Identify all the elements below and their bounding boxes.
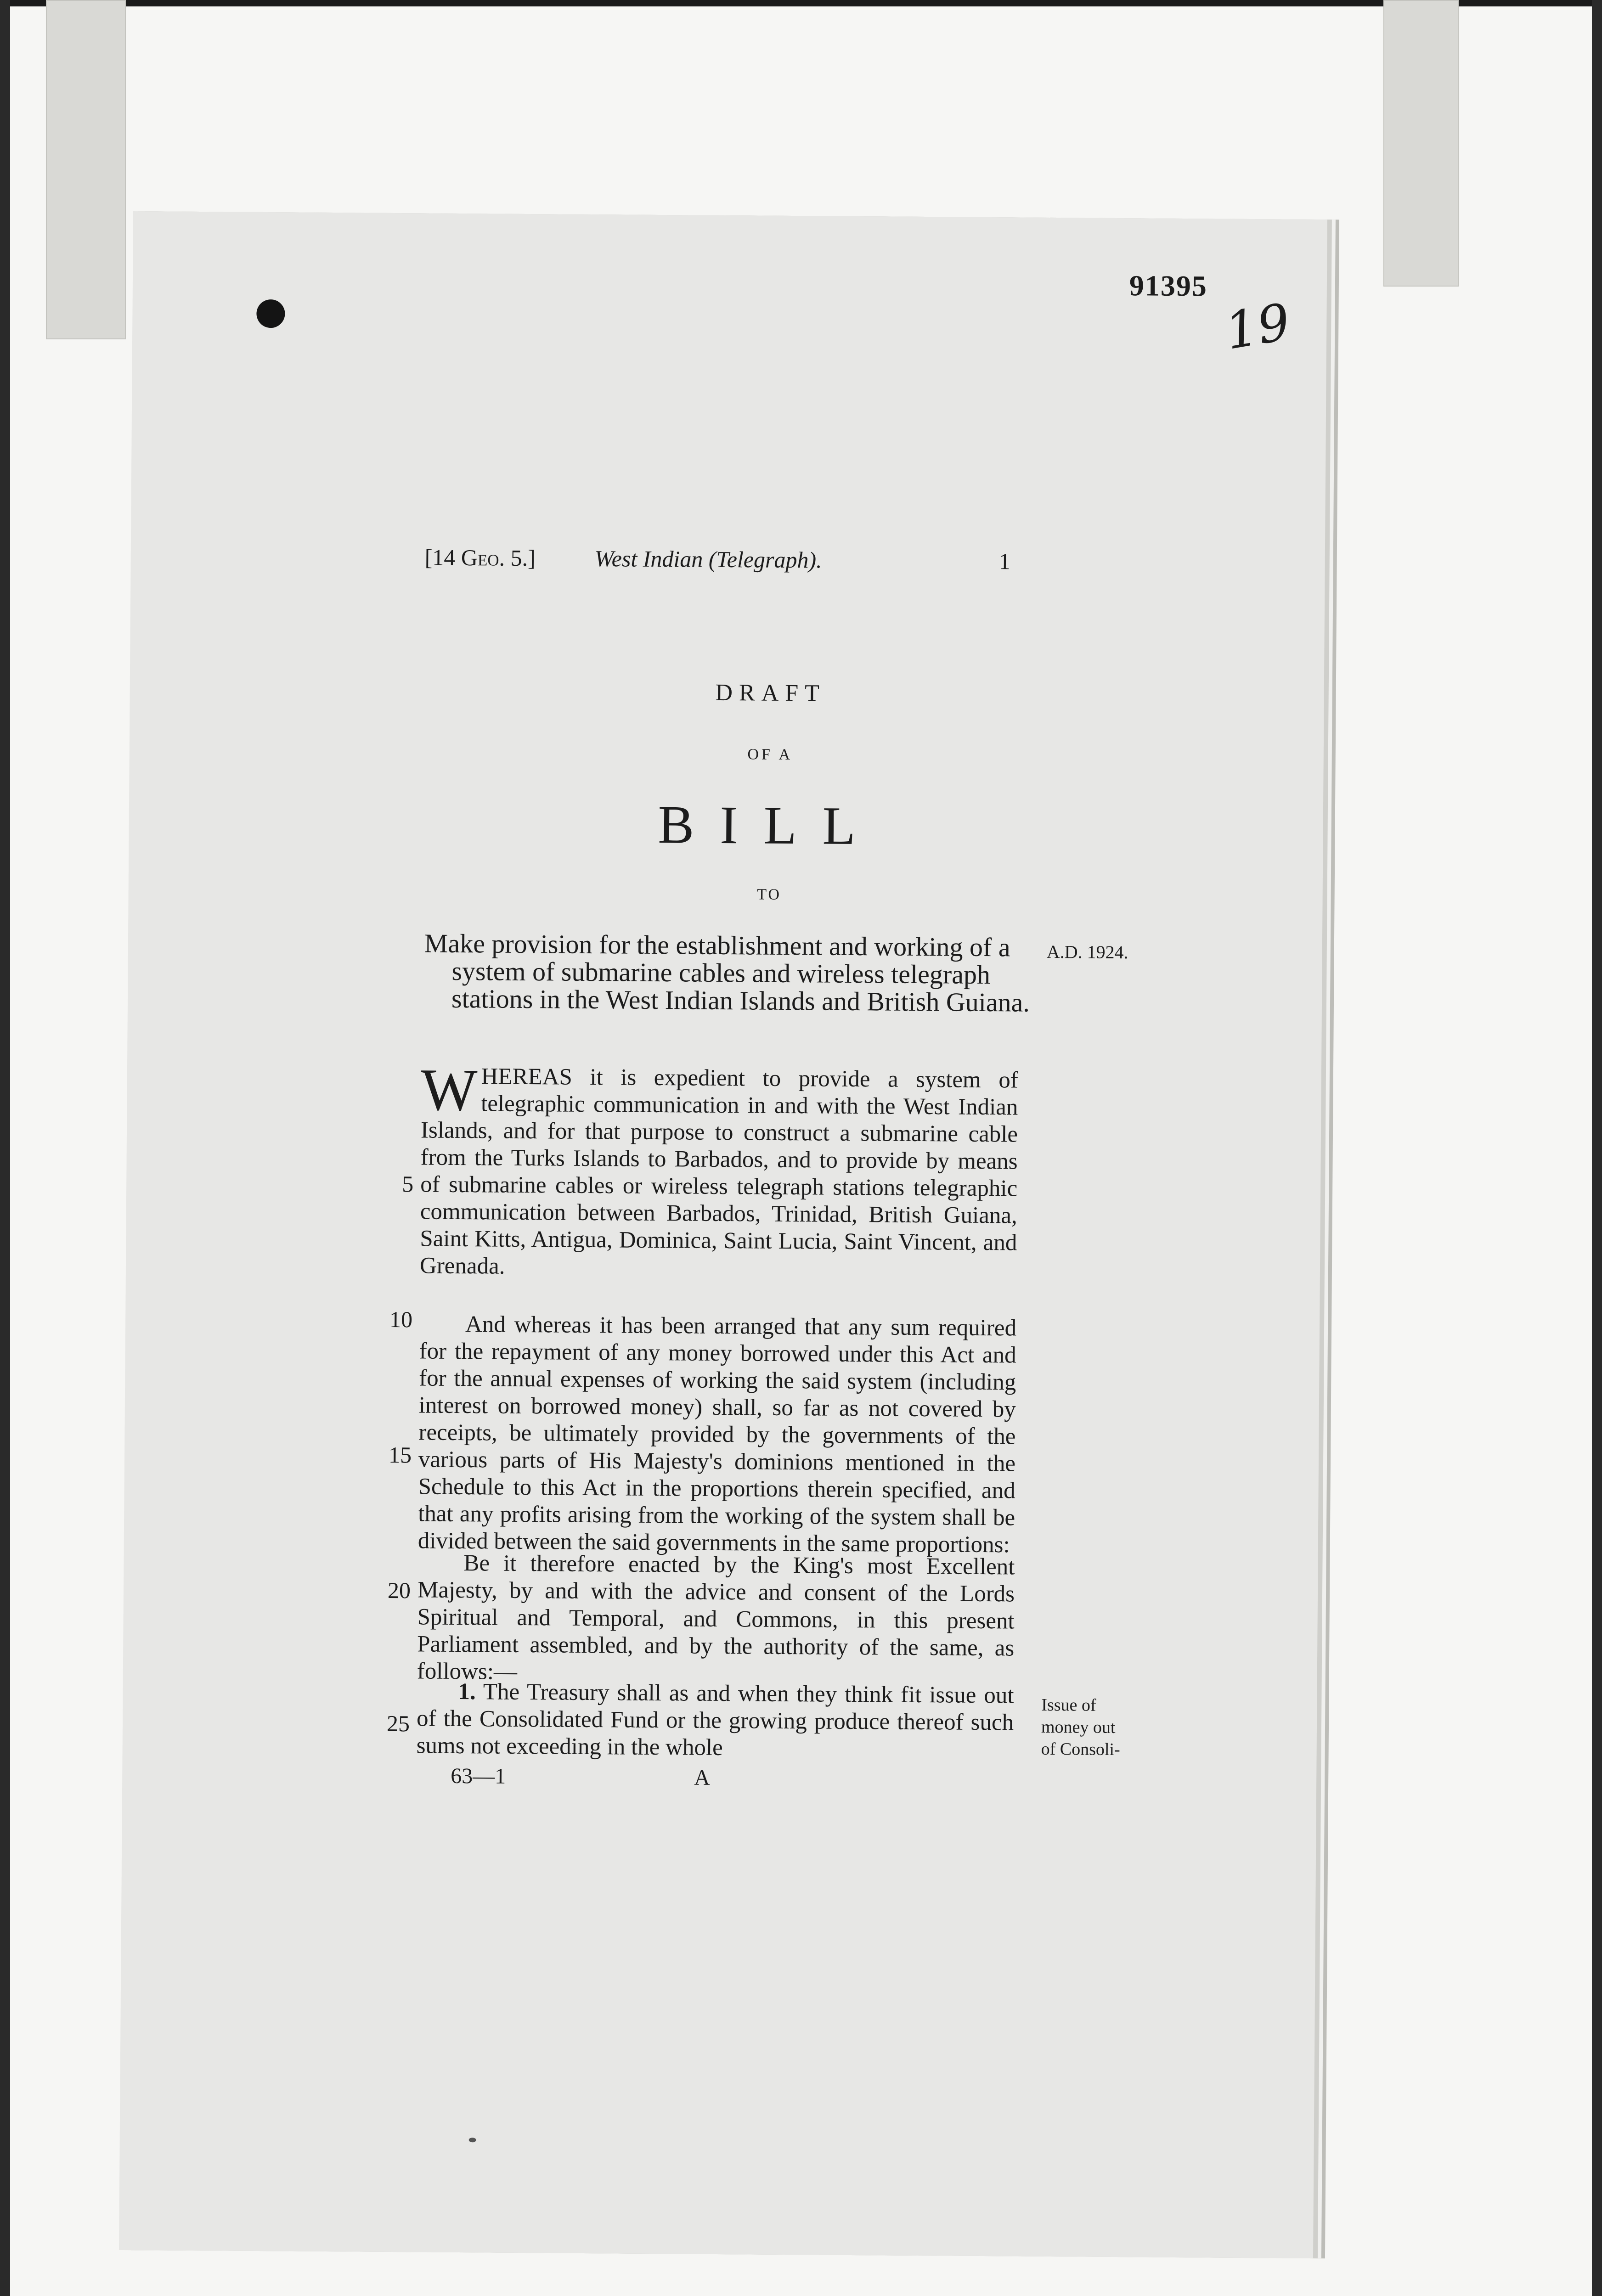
section-1	[416, 1678, 1014, 1763]
section-number: 1.	[458, 1679, 476, 1705]
document-page	[119, 211, 1327, 2258]
preamble-paragraph-1-text: HEREAS it is expedient to provide a system of telegraphic communication in and with the West Indian Islands, and for that purpose to construct a submarine cable from the Turks Islands to Barbados, and to provide by means of submarine cables or wireless telegraph stations telegraphic communication between Barbados, Trinidad, British Guiana, Saint Kitts, Antigua, Dominica, Saint Lucia, Saint Vincent, and Grenada.	[419, 1064, 1019, 1279]
handwritten-annotation: 19	[1221, 292, 1294, 361]
regnal-reference-close: . 5.]	[499, 545, 536, 571]
document-number: 91395	[1129, 269, 1208, 303]
punch-hole	[256, 299, 285, 328]
regnal-reference-geo: Geo	[461, 545, 499, 571]
section-1-text: The Treasury shall as and when they think fit issue out of the Consolidated Fund or the growing produce thereof such sums not exceeding in the whole	[416, 1679, 1014, 1761]
scan-border-top	[0, 0, 1602, 6]
signature-letter: A	[694, 1765, 711, 1790]
scan-border-right	[1592, 0, 1602, 2296]
margin-note: Issue of money out of Consoli-	[1041, 1695, 1120, 1760]
line-number: 5	[402, 1171, 414, 1197]
line-number: 25	[386, 1710, 410, 1737]
tape-strip-top-left	[46, 0, 126, 339]
line-number: 15	[388, 1441, 412, 1468]
running-title: West Indian (Telegraph).	[594, 546, 822, 573]
preamble-paragraph-1	[419, 1057, 1019, 1283]
scan-border-left	[0, 0, 10, 2296]
stray-ink-mark	[469, 2138, 476, 2142]
regnal-reference-open: [14	[424, 544, 462, 571]
regnal-reference	[425, 544, 536, 571]
enacting-formula: Be it therefore enacted by the King's most Excellent Majesty, by and with the advice and consent of the Lords Spiritual and Temporal, and Commons, in this present Parliament assembled, and by the authority of the same, as follows:—	[417, 1550, 1015, 1685]
long-title: Make provision for the establishment and working of a system of submarine cables and wireless telegraph stations in the West Indian Islands and British Guiana.	[424, 928, 1030, 1018]
line-number: 20	[387, 1577, 411, 1604]
heading-of-a: OF A	[747, 746, 793, 764]
drop-cap: W	[421, 1057, 478, 1124]
margin-date: A.D. 1924.	[1046, 941, 1128, 963]
printer-signature-code: 63—1	[451, 1763, 506, 1789]
heading-bill: BILL	[658, 794, 882, 856]
heading-to: TO	[757, 886, 782, 903]
heading-draft: DRAFT	[715, 679, 826, 707]
tape-strip-top-right	[1383, 0, 1459, 287]
page-number: 1	[998, 548, 1010, 574]
line-number: 10	[389, 1306, 413, 1333]
preamble-paragraph-2: And whereas it has been arranged that any sum required for the repayment of any money borrowed under this Act and for the annual expenses of working the said system (including interest on borrowed money) shall, so far as not covered by receipts, be ultimately provided by the governments of the various parts of His Majesty's dominions mentioned in the Schedule to this Act in the proportions therein specified, and that any profits arising from the working of the system shall be divided between the said governments in the same proportions:	[417, 1311, 1017, 1558]
